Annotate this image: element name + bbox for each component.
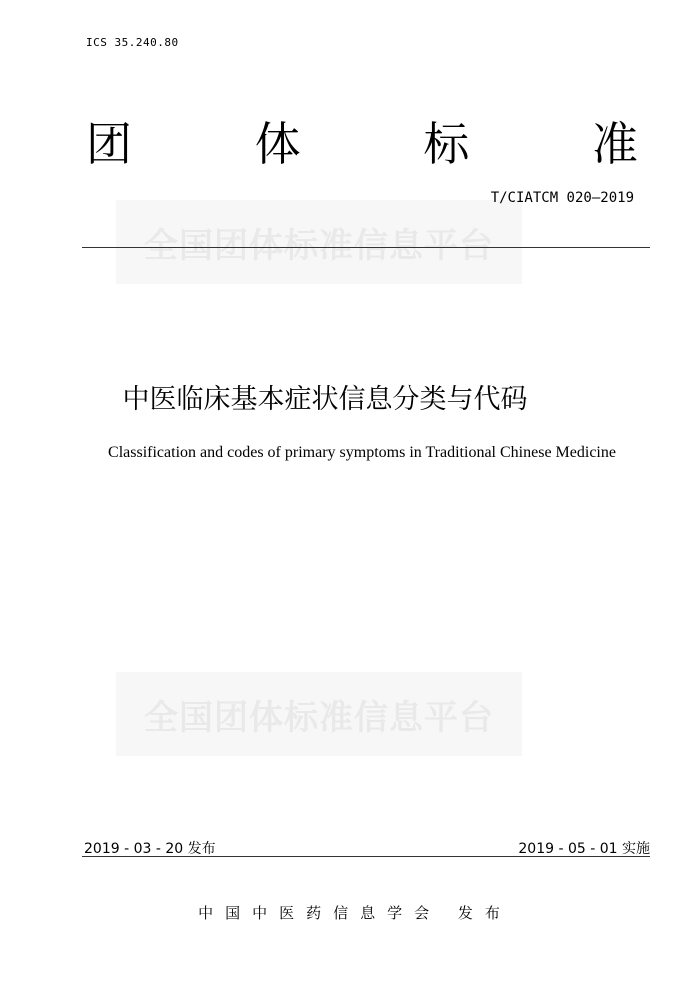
title-char: 体 <box>254 117 301 171</box>
document-type-title <box>86 112 638 176</box>
watermark-bottom: 全国团体标准信息平台 <box>116 672 522 756</box>
title-char: 标 <box>423 117 470 171</box>
english-title: Classification and codes of primary symptoms in Traditional Chinese Medicine <box>108 444 616 461</box>
issue-date: 2019 - 03 - 20 发布 <box>84 841 216 857</box>
watermark-top: 全国团体标准信息平台 <box>116 200 522 284</box>
chinese-title: 中医临床基本症状信息分类与代码 <box>122 384 528 415</box>
standard-number: T/CIATCM 020—2019 <box>490 190 634 206</box>
title-char: 准 <box>591 117 638 171</box>
implement-date: 2019 - 05 - 01 实施 <box>518 841 650 857</box>
top-divider <box>82 247 650 248</box>
publisher: 中国中医药信息学会 发布 <box>198 904 512 922</box>
ics-code: ICS 35.240.80 <box>86 36 179 49</box>
title-char: 团 <box>86 117 132 171</box>
bottom-divider <box>82 856 650 857</box>
